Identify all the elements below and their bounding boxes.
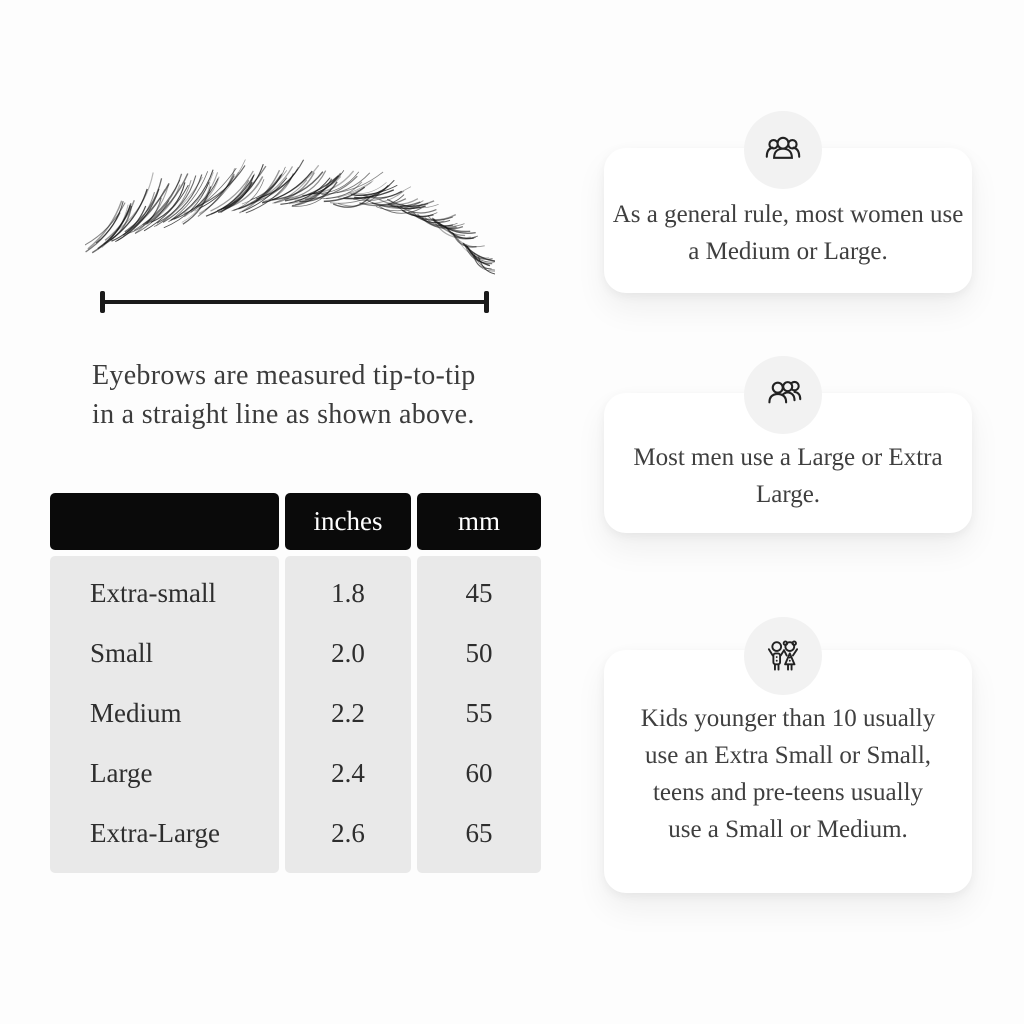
info-card-kids-text: Kids younger than 10 usually use an Extra Small or Small, teens and pre-teens usually use a Small or Medium.	[640, 705, 936, 843]
table-cell-mm: 55	[465, 697, 493, 728]
table-cell-mm: 65	[465, 817, 493, 848]
table-cell-inches: 2.2	[331, 697, 365, 728]
table-cell-mm: 60	[465, 757, 493, 788]
caption-line-1: Eyebrows are measured tip-to-tip	[92, 360, 476, 391]
table-column-size	[50, 556, 279, 873]
table-cell-size: Extra-Large	[90, 817, 220, 848]
table-cell-size: Large	[90, 757, 153, 788]
table-header-inches: inches	[285, 493, 411, 550]
icon-circle-kids	[744, 617, 822, 695]
icon-circle-women	[744, 111, 822, 189]
caption-line-2: in a straight line as shown above.	[92, 399, 475, 430]
table-column-inches	[285, 556, 411, 873]
measurement-line	[103, 300, 487, 304]
size-table	[50, 493, 541, 873]
women-group-icon	[760, 127, 806, 173]
eyebrow-illustration	[85, 158, 495, 278]
table-cell-inches: 2.4	[331, 757, 365, 788]
table-column-mm	[417, 556, 541, 873]
table-cell-mm: 50	[465, 637, 493, 668]
table-cell-inches: 1.8	[331, 577, 365, 608]
table-cell-mm: 45	[465, 577, 493, 608]
table-header-mm: mm	[417, 493, 541, 550]
table-cell-size: Small	[90, 637, 154, 668]
table-cell-size: Extra-small	[90, 577, 216, 608]
men-group-icon	[760, 372, 806, 418]
info-card-men-text: Most men use a Large or Extra Large.	[633, 444, 943, 508]
size-table-header-row	[50, 493, 541, 550]
measurement-line-left-cap	[100, 291, 105, 313]
table-header-size	[50, 493, 279, 550]
icon-circle-men	[744, 356, 822, 434]
info-card-women-text: As a general rule, most women use a Medium or Large.	[612, 201, 964, 265]
table-cell-inches: 2.6	[331, 817, 365, 848]
table-cell-inches: 2.0	[331, 637, 365, 668]
kids-icon	[760, 633, 806, 679]
table-cell-size: Medium	[90, 697, 182, 728]
measurement-line-right-cap	[484, 291, 489, 313]
size-table-body	[50, 556, 541, 873]
measurement-caption	[92, 356, 476, 434]
